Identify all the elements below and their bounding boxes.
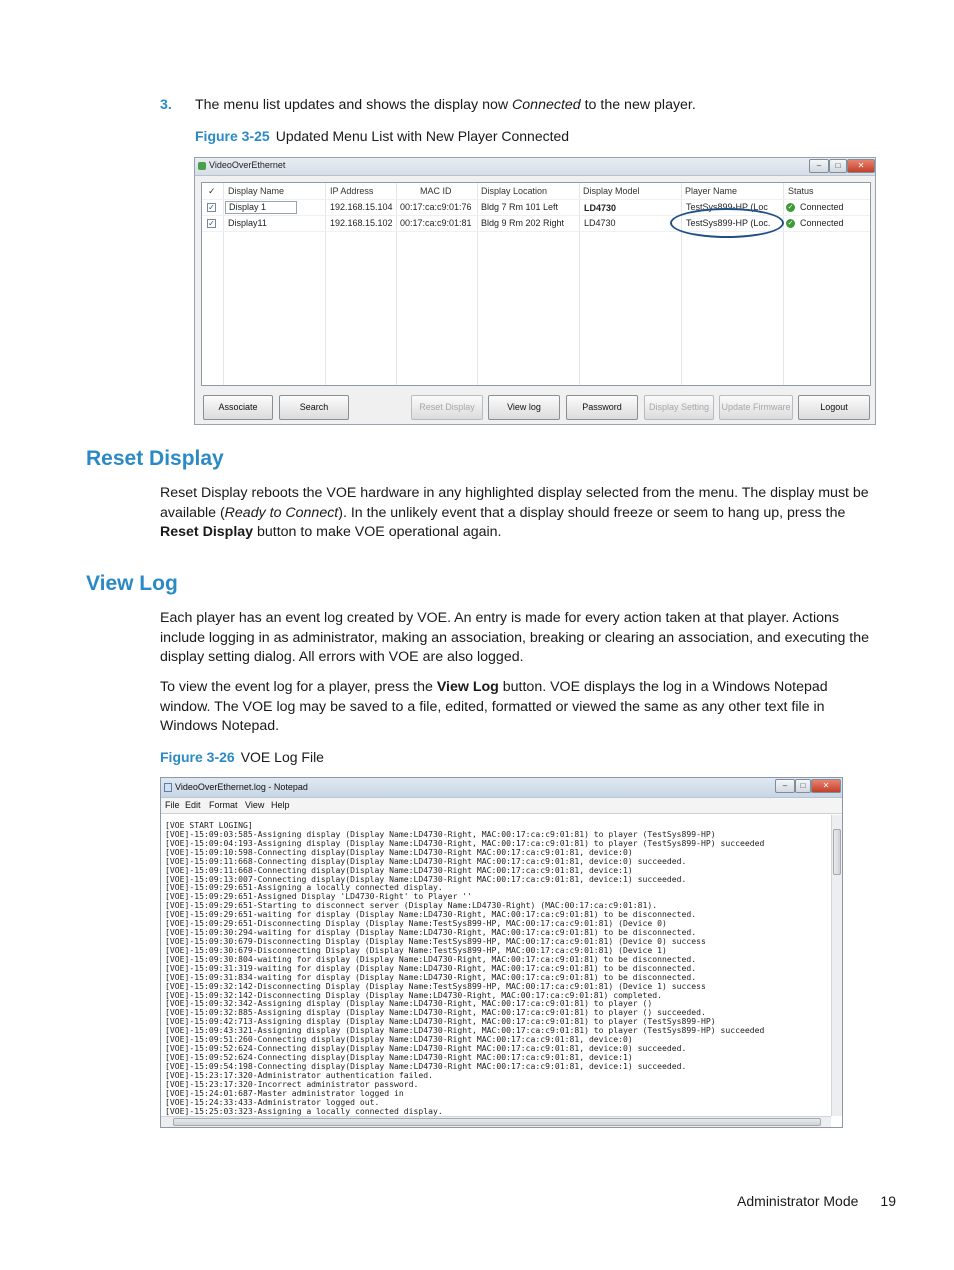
view-log-paragraph-2 [160, 678, 882, 737]
log-line: [VOE]-15:09:29:651-Assigned Display 'LD4730-Right' to Player '' [165, 891, 472, 902]
check-column-header: ✓ [208, 186, 216, 196]
display-name-cell[interactable]: Display11 [228, 218, 267, 228]
column-header-display-name[interactable]: Display Name [228, 186, 285, 196]
step-3 [160, 96, 880, 114]
footer-section: Administrator Mode [737, 1193, 859, 1209]
log-line: [VOE]-15:09:11:668-Connecting display(Display Name:LD4730-Right MAC:00:17:ca:c9:01:81, device:1) [165, 864, 633, 875]
log-line: [VOE]-15:09:10:598-Connecting display(Display Name:LD4730-Right MAC:00:17:ca:c9:01:81, device:0) [165, 846, 633, 857]
player-cell: TestSys899-HP (Loc. [686, 218, 771, 228]
reset-display-button[interactable]: Reset Display [411, 395, 483, 420]
reset-display-paragraph [160, 484, 882, 543]
menu-bar [161, 798, 842, 814]
title-bar [161, 778, 842, 798]
menu-edit[interactable]: Edit [185, 800, 201, 810]
view-log-heading: View Log [86, 572, 178, 595]
figure-title: Updated Menu List with New Player Connected [275, 128, 570, 144]
title-bar [195, 158, 875, 176]
status-ok-icon: ✓ [787, 204, 794, 211]
bold-text: View Log [436, 679, 499, 695]
logout-button[interactable]: Logout [798, 395, 870, 420]
scroll-thumb[interactable] [173, 1118, 821, 1126]
column-header-mac[interactable]: MAC ID [420, 186, 452, 196]
column-header-player[interactable]: Player Name [685, 186, 738, 196]
close-icon[interactable]: ✕ [811, 779, 841, 793]
text: To view the event log for a player, press the [160, 679, 437, 695]
log-line: [VOE]-15:09:51:260-Connecting display(Display Name:LD4730-Right MAC:00:17:ca:c9:01:81, device:0) [165, 1034, 633, 1045]
log-line: [VOE]-15:09:30:679-Disconnecting Display (Display Name:TestSys899-HP, MAC:00:17:ca:c9:01:81) (Device 0) success [165, 935, 706, 946]
app-icon [198, 162, 206, 170]
maximize-icon[interactable]: □ [795, 779, 811, 793]
log-line: [VOE]-15:09:43:321-Assigning display (Display Name:LD4730-Right, MAC:00:17:ca:c9:01:81) to player (TestSys899-HP) succeeded [165, 1025, 765, 1036]
window-title: VideoOverEthernet [209, 160, 286, 170]
log-line: [VOE]-15:09:13:007-Connecting display(Display Name:LD4730-Right MAC:00:17:ca:c9:01:81, device:1) succeeded. [165, 873, 687, 884]
figure-25-caption [195, 127, 569, 145]
menu-format[interactable]: Format [209, 800, 238, 810]
page-footer [737, 1193, 896, 1209]
log-line: [VOE]-15:09:30:294-waiting for display (Display Name:LD4730-Right, MAC:00:17:ca:c9:01:81) to be disconnected. [165, 927, 697, 938]
page-number: 19 [880, 1193, 896, 1209]
close-icon[interactable]: ✕ [847, 159, 875, 173]
column-header-model[interactable]: Display Model [583, 186, 640, 196]
display-setting-button[interactable]: Display Setting [644, 395, 714, 420]
highlight-circle [670, 208, 784, 238]
log-line: [VOE]-15:09:11:668-Connecting display(Display Name:LD4730-Right MAC:00:17:ca:c9:01:81, device:0) succeeded. [165, 855, 687, 866]
view-log-paragraph-1: Each player has an event log created by VOE. An entry is made for every action taken at that player. Actions include logging in as administrator, making an association, breaking or clearing an association, and executing the display setting dialog. All errors with VOE are also logged. [160, 610, 870, 665]
log-line: [VOE]-15:09:54:198-Connecting display(Display Name:LD4730-Right MAC:00:17:ca:c9:01:81, device:1) succeeded. [165, 1060, 687, 1071]
text: button. VOE displays the log in a Windows Notepad window. The VOE log may be saved to a file, edited, formatted or viewed the same as any other text file in Windows Notepad. [160, 679, 828, 734]
minimize-icon[interactable]: – [775, 779, 795, 793]
log-line: [VOE]-15:09:31:834-waiting for display (Display Name:LD4730-Right, MAC:00:17:ca:c9:01:81) to be disconnected. [165, 971, 697, 982]
minimize-icon[interactable]: – [809, 159, 829, 173]
location-cell: Bldg 9 Rm 202 Right [481, 218, 565, 228]
figure-number: Figure 3-25 [195, 128, 270, 144]
model-cell: LD4730 [584, 218, 616, 228]
mac-cell: 00:17:ca:c9:01:76 [400, 202, 472, 212]
step-text: The menu list updates and shows the display now [195, 97, 513, 113]
figure-number: Figure 3-26 [160, 749, 235, 765]
reset-display-heading: Reset Display [86, 447, 224, 470]
window-title: VideoOverEthernet.log - Notepad [175, 782, 308, 792]
column-header-location[interactable]: Display Location [481, 186, 548, 196]
log-line: [VOE]-15:09:29:651-waiting for display (Display Name:LD4730-Right, MAC:00:17:ca:c9:01:81) to be disconnected. [165, 909, 697, 920]
menu-help[interactable]: Help [271, 800, 290, 810]
status-cell: Connected [800, 218, 844, 228]
status-ok-icon: ✓ [787, 220, 794, 227]
log-line: [VOE]-15:25:03:323-Assigning a locally connected display. [165, 1105, 443, 1116]
log-line: [VOE]-15:09:32:342-Assigning display (Display Name:LD4730-Right, MAC:00:17:ca:c9:01:81) to player () [165, 998, 653, 1009]
log-line: [VOE]-15:09:03:585-Assigning display (Display Name:LD4730-Right, MAC:00:17:ca:c9:01:81) to player (TestSys899-HP) [165, 828, 716, 839]
notepad-window [160, 777, 843, 1128]
display-name-cell[interactable]: Display 1 [225, 201, 297, 214]
horizontal-scrollbar[interactable] [161, 1116, 831, 1127]
log-line: [VOE]-15:09:42:713-Assigning display (Display Name:LD4730-Right, MAC:00:17:ca:c9:01:81) to player (TestSys899-HP) [165, 1016, 716, 1027]
ip-cell: 192.168.15.104 [330, 202, 393, 212]
maximize-icon[interactable]: □ [829, 159, 847, 173]
log-line: [VOE]-15:09:32:142-Disconnecting Display (Display Name:LD4730-Right, MAC:00:17:ca:c9:01:81) completed. [165, 989, 663, 1000]
figure-26-caption [160, 748, 324, 766]
log-line: [VOE]-15:09:30:679-Disconnecting Display (Display Name:TestSys899-HP, MAC:00:17:ca:c9:01:81) (Device 1) [165, 944, 667, 955]
log-text-area[interactable] [165, 821, 833, 1118]
log-line: [VOE]-15:23:17:320-Administrator authentication failed. [165, 1069, 434, 1080]
row-checkbox[interactable]: ✓ [208, 219, 215, 228]
notepad-icon [164, 783, 172, 792]
player-cell: TestSys899-HP (Loc [686, 202, 768, 212]
column-header-status[interactable]: Status [788, 186, 814, 196]
text: Reset Display reboots the VOE hardware in any highlighted display selected from the menu. The display must be available ( [160, 485, 869, 521]
text: ). In the unlikely event that a display should freeze or seem to hang up, press the [338, 504, 846, 521]
log-line: [VOE]-15:24:01:687-Master administrator logged in [165, 1087, 404, 1098]
text: button to make VOE operational again. [253, 524, 502, 540]
log-line: [VOE]-15:09:04:193-Assigning display (Display Name:LD4730-Right, MAC:00:17:ca:c9:01:81) to player (TestSys899-HP) succeeded [165, 837, 765, 848]
bold-text: Reset Display [160, 524, 254, 540]
italic-text: Ready to Connect [224, 504, 339, 521]
log-line: [VOE]-15:09:29:651-Disconnecting Display (Display Name:TestSys899-HP, MAC:00:17:ca:c9:01:81) (Device 0) [165, 918, 667, 929]
figure-title: VOE Log File [240, 749, 324, 765]
voe-app-window [194, 157, 876, 425]
log-line: [VOE]-15:09:32:142-Disconnecting Display (Display Name:TestSys899-HP, MAC:00:17:ca:c9:01:81) (Device 1) success [165, 980, 706, 991]
location-cell: Bldg 7 Rm 101 Left [481, 202, 559, 212]
search-button[interactable]: Search [279, 395, 349, 420]
password-button[interactable]: Password [566, 395, 638, 420]
display-list-grid[interactable] [201, 182, 871, 386]
log-line: [VOE]-15:09:52:624-Connecting display(Display Name:LD4730-Right MAC:00:17:ca:c9:01:81, device:1) [165, 1051, 633, 1062]
status-cell: Connected [800, 202, 844, 212]
mac-cell: 00:17:ca:c9:01:81 [400, 218, 472, 228]
model-cell: LD4730 [584, 203, 617, 213]
step-text-end: to the new player. [580, 97, 696, 113]
vertical-scrollbar[interactable] [831, 815, 842, 1116]
menu-view[interactable]: View [245, 800, 265, 810]
log-line: [VOE]-15:24:33:433-Administrator logged out. [165, 1096, 380, 1107]
step-number: 3. [160, 97, 172, 113]
update-firmware-button[interactable]: Update Firmware [719, 395, 793, 420]
log-line: [VOE START LOGING] [165, 821, 253, 830]
scroll-thumb[interactable] [833, 829, 841, 875]
log-line: [VOE]-15:09:29:651-Assigning a locally connected display. [165, 882, 443, 893]
menu-file[interactable]: File [165, 800, 180, 810]
ip-cell: 192.168.15.102 [330, 218, 393, 228]
log-line: [VOE]-15:23:17:320-Incorrect administrator password. [165, 1078, 419, 1089]
log-line: [VOE]-15:09:32:885-Assigning display (Display Name:LD4730-Right, MAC:00:17:ca:c9:01:81) to player () succeeded. [165, 1007, 706, 1018]
column-header-ip[interactable]: IP Address [330, 186, 374, 196]
row-checkbox[interactable]: ✓ [208, 203, 215, 212]
log-line: [VOE]-15:09:31:319-waiting for display (Display Name:LD4730-Right, MAC:00:17:ca:c9:01:81) to be disconnected. [165, 962, 697, 973]
log-line: [VOE]-15:09:52:624-Connecting display(Display Name:LD4730-Right MAC:00:17:ca:c9:01:81, device:0) succeeded. [165, 1043, 687, 1054]
step-italic: Connected [512, 97, 581, 113]
log-line: [VOE]-15:09:29:651-Starting to disconnect server (Display Name:LD4730-Right) (MAC:00:17:ca:c9:01:81). [165, 900, 658, 911]
view-log-button[interactable]: View log [488, 395, 560, 420]
log-line: [VOE]-15:09:30:804-waiting for display (Display Name:LD4730-Right, MAC:00:17:ca:c9:01:81) to be disconnected. [165, 953, 697, 964]
associate-button[interactable]: Associate [203, 395, 273, 420]
